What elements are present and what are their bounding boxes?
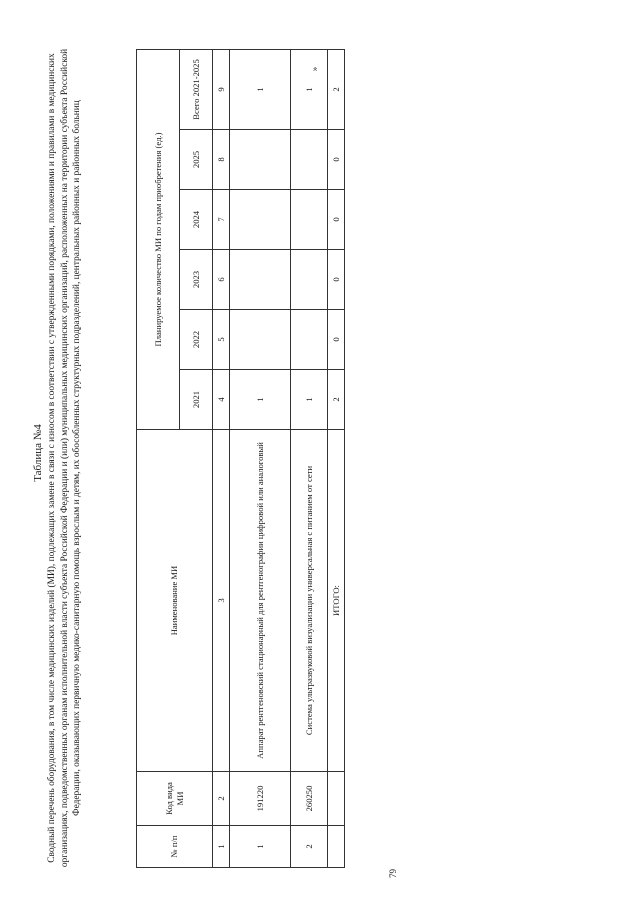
row-total: 1 — [291, 49, 328, 129]
total-blank-code — [328, 772, 345, 826]
column-number: 5 — [213, 310, 230, 370]
row-value — [230, 190, 291, 250]
row-value — [291, 190, 328, 250]
header-year: 2021 — [180, 370, 213, 430]
row-name: Система ультразвуковой визуализации универсальная с питанием от сети — [291, 430, 328, 772]
row-total: 1 — [230, 49, 291, 129]
total-grand: 2 — [328, 49, 345, 129]
row-value — [291, 130, 328, 190]
row-code: 191220 — [230, 772, 291, 826]
row-value: 1 — [230, 370, 291, 430]
header-year: 2022 — [180, 310, 213, 370]
row-value — [291, 250, 328, 310]
header-name: Наименование МИ — [137, 430, 213, 772]
header-year: 2023 — [180, 250, 213, 310]
total-value: 0 — [328, 130, 345, 190]
row-name: Аппарат рентгеновский стационарный для рентгенографии цифровой или аналоговый — [230, 430, 291, 772]
column-number: 8 — [213, 130, 230, 190]
table-row — [230, 49, 291, 867]
row-num: 2 — [291, 826, 328, 868]
column-number: 9 — [213, 49, 230, 129]
row-value — [291, 310, 328, 370]
table-title: Сводный перечень оборудования, в том числе медицинских изделий (МИ), подлежащих замене в связи с износом в соответствии с утвержденными порядками, положениями и правилами в медицинских организациях, подведомственных органам исполнительной власти субъекта Российской Федерации и (или) муниципальных медицинских организаций, расположенных на территории субъекта Российской Федерации, оказывающих первичную медико-санитарную помощь взрослым и детям, их обособленных структурных подразделений, центральных районных и районных больниц — [47, 48, 83, 868]
total-value: 0 — [328, 310, 345, 370]
total-value: 0 — [328, 190, 345, 250]
column-number: 4 — [213, 370, 230, 430]
column-number: 3 — [213, 430, 230, 772]
total-blank-num — [328, 826, 345, 868]
header-planned: Планируемое количество МИ по годам приобретения (ед.) — [137, 49, 180, 429]
total-value: 0 — [328, 250, 345, 310]
column-number: 2 — [213, 772, 230, 826]
row-value — [230, 310, 291, 370]
header-year: 2024 — [180, 190, 213, 250]
column-number-row — [213, 49, 230, 867]
header-code: Код вида МИ — [137, 772, 213, 826]
rotated-sheet — [32, 48, 341, 868]
column-number: 7 — [213, 190, 230, 250]
header-year: 2025 — [180, 130, 213, 190]
row-value: 1 — [291, 370, 328, 430]
total-row — [328, 49, 345, 867]
total-value: 2 — [328, 370, 345, 430]
total-label: ИТОГО: — [328, 430, 345, 772]
column-number: 1 — [213, 826, 230, 868]
row-value — [230, 250, 291, 310]
margin-mark: » — [309, 66, 320, 72]
header-total-years: Всего 2021-2025 — [180, 49, 213, 129]
page-number: 79 — [388, 869, 398, 878]
column-number: 6 — [213, 250, 230, 310]
row-num: 1 — [230, 826, 291, 868]
table-row — [291, 49, 328, 867]
table-number: Таблица №4 — [32, 424, 44, 482]
row-value — [230, 130, 291, 190]
equipment-table — [136, 49, 345, 868]
row-code: 260250 — [291, 772, 328, 826]
header-num: № п/п — [137, 826, 213, 868]
